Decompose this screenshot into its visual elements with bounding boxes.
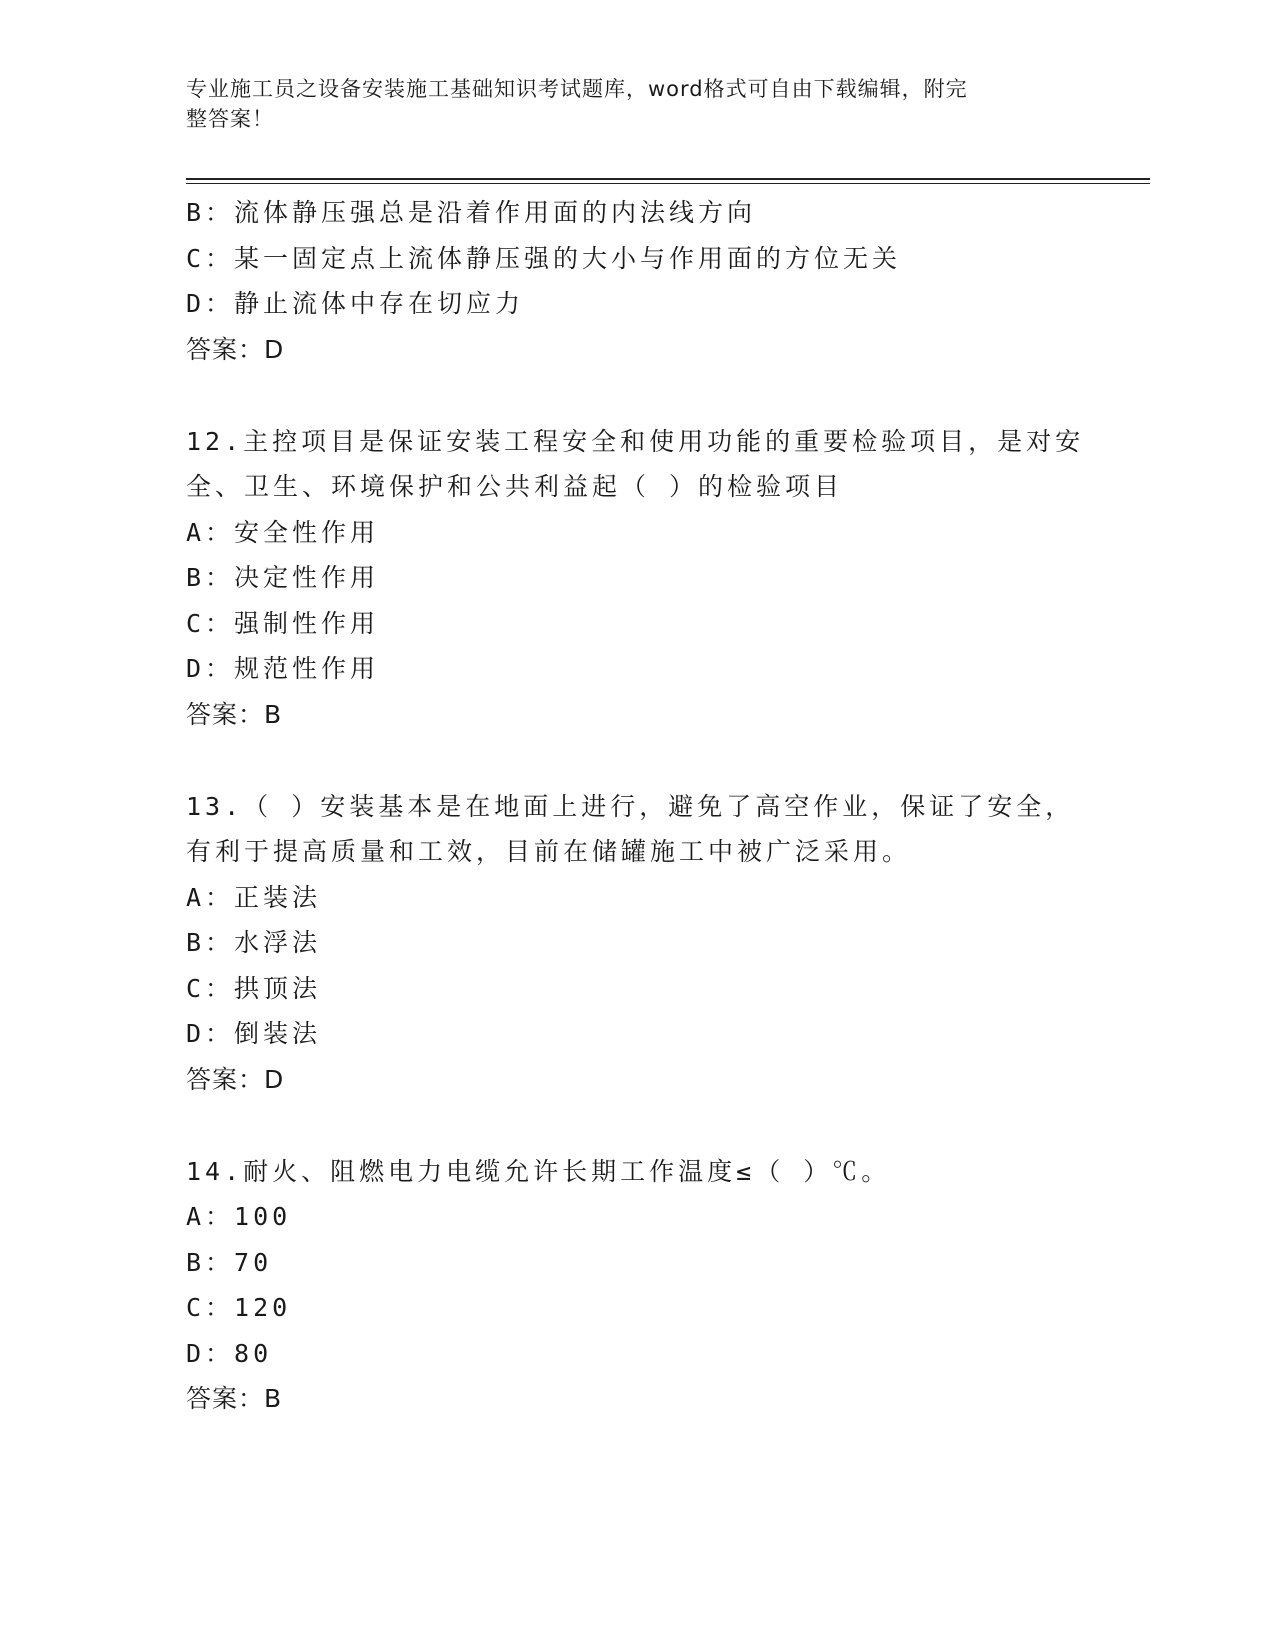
option-b: B：70 [186, 1247, 273, 1277]
option-c: C：120 [186, 1293, 292, 1322]
question-fragment [186, 190, 1086, 373]
option-b: B：决定性作用 [186, 563, 380, 592]
question-13 [186, 784, 1086, 1103]
option-a: A：安全性作用 [186, 517, 380, 547]
option-c: C：强制性作用 [186, 608, 380, 638]
question-stem-line: 全、卫生、环境保护和公共利益起（ ）的检验项目 [186, 472, 844, 501]
option-c: C：某一固定点上流体静压强的大小与作用面的方位无关 [186, 243, 902, 273]
option-d: D：规范性作用 [186, 654, 380, 683]
spacer [186, 373, 1086, 419]
option-d: D：静止流体中存在切应力 [186, 289, 525, 318]
answer-line: 答案：D [186, 334, 285, 364]
option-d: D：80 [186, 1338, 273, 1368]
answer-line: 答案：B [186, 1384, 283, 1413]
header-line-1: 专业施工员之设备安装施工基础知识考试题库，word格式可自由下载编辑，附完 [186, 77, 968, 101]
question-14 [186, 1149, 1086, 1423]
answer-line: 答案：D [186, 1064, 285, 1094]
document-header [186, 74, 1066, 134]
option-a: A：正装法 [186, 882, 322, 912]
question-stem-line: 14.耐火、阻燃电力电缆允许长期工作温度≤（ ）℃。 [186, 1156, 891, 1186]
question-stem-line: 有利于提高质量和工效，目前在储罐施工中被广泛采用。 [186, 837, 912, 866]
option-b: B：流体静压强总是沿着作用面的内法线方向 [186, 198, 757, 227]
header-divider-thin [186, 183, 1150, 184]
spacer [186, 738, 1086, 784]
question-stem-line: 13.（ ）安装基本是在地面上进行，避免了高空作业，保证了安全， [186, 791, 1075, 821]
option-c: C：拱顶法 [186, 973, 322, 1003]
option-a: A：100 [186, 1202, 292, 1231]
question-stem-line: 12.主控项目是保证安装工程安全和使用功能的重要检验项目，是对安 [186, 426, 1085, 456]
question-content [186, 190, 1086, 1422]
option-b: B：水浮法 [186, 928, 322, 957]
header-divider-thick [186, 178, 1150, 180]
question-12 [186, 419, 1086, 738]
spacer [186, 1103, 1086, 1149]
option-d: D：倒装法 [186, 1019, 322, 1048]
header-line-2: 整答案！ [186, 107, 274, 131]
answer-line: 答案：B [186, 699, 283, 729]
